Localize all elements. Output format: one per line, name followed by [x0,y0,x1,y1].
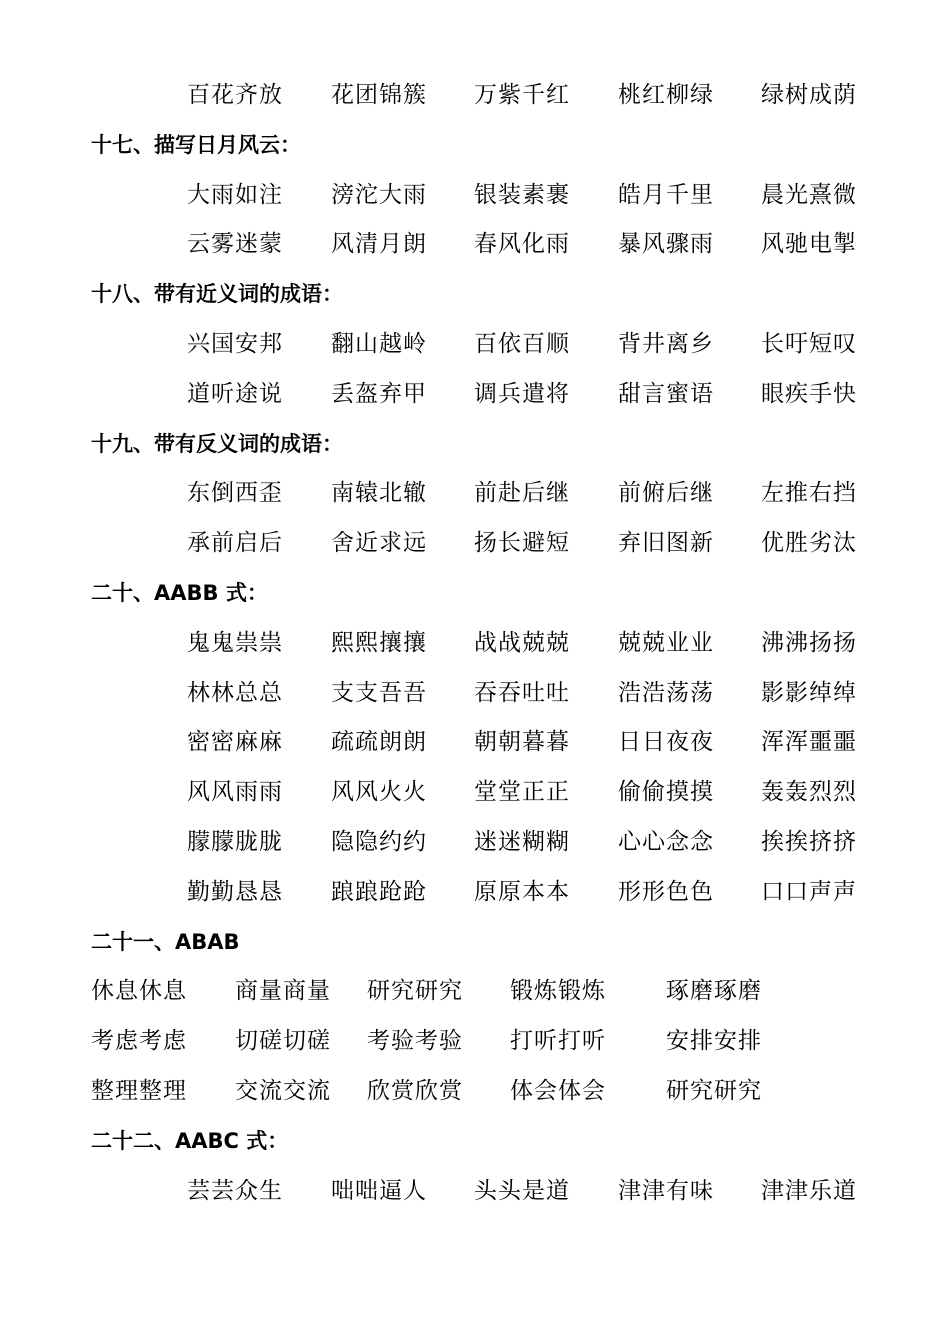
idiom-text: 津津有味 [618,1177,714,1204]
idiom-row [0,727,950,767]
idiom-text: 优胜劣汰 [761,530,857,557]
idiom-text: 津津乐道 [761,1177,857,1204]
idiom-text: 扬长避短 [474,530,570,557]
idiom-text: 体会体会 [510,1078,606,1104]
idiom-text: 锻炼锻炼 [510,978,606,1005]
idiom-text: 兴国安邦 [187,331,283,357]
idiom-text: 迷迷糊糊 [474,829,570,855]
idiom-row [0,379,950,419]
idiom-text: 翻山越岭 [331,331,427,357]
idiom-text: 勤勤恳恳 [187,878,283,905]
idiom-text: 熙熙攘攘 [331,629,427,656]
idiom-text: 朦朦胧胧 [187,829,283,855]
idiom-text: 支支吾吾 [331,679,427,706]
idiom-text: 左推右挡 [761,480,857,507]
idiom-text: 欣赏欣赏 [367,1078,463,1104]
idiom-text: 打听打听 [510,1028,606,1055]
idiom-row [0,827,950,867]
idiom-text: 丢盔弃甲 [331,380,427,407]
idiom-text: 战战兢兢 [474,629,570,656]
idiom-text: 研究研究 [367,978,463,1005]
idiom-text: 商量商量 [235,978,331,1005]
idiom-text: 花团锦簇 [331,82,427,108]
idiom-text: 滂沱大雨 [331,181,427,208]
idiom-text: 桃红柳绿 [618,82,714,108]
idiom-text: 前俯后继 [618,480,714,507]
idiom-text: 林林总总 [187,679,283,706]
idiom-text: 考验考验 [367,1028,463,1055]
idiom-text: 头头是道 [474,1177,570,1204]
idiom-text: 整理整理 [91,1078,187,1104]
section-heading: 二十一、ABAB [91,929,240,954]
idiom-text: 影影绰绰 [761,679,857,706]
idiom-text: 风风火火 [331,779,427,806]
idiom-text: 堂堂正正 [474,779,570,806]
idiom-text: 承前启后 [187,530,283,557]
section-heading: 十九、带有反义词的成语： [91,431,343,456]
idiom-row [0,329,950,369]
idiom-row [0,678,950,718]
idiom-text: 晨光熹微 [761,181,857,208]
idiom-text: 长吁短叹 [761,331,857,357]
idiom-text: 绿树成荫 [761,82,857,108]
section-heading: 十七、描写日月风云： [91,132,301,157]
section-heading: 十八、带有近义词的成语： [91,282,343,307]
idiom-text: 轰轰烈烈 [761,779,857,806]
idiom-text: 浩浩荡荡 [618,679,714,706]
idiom-text: 兢兢业业 [618,629,714,656]
idiom-row [0,777,950,817]
idiom-text: 研究研究 [666,1078,762,1104]
idiom-text: 调兵遣将 [474,380,570,407]
idiom-text: 大雨如注 [187,181,283,208]
idiom-text: 挨挨挤挤 [761,829,857,855]
idiom-text: 日日夜夜 [618,729,714,756]
idiom-text: 百依百顺 [474,331,570,357]
idiom-text: 疏疏朗朗 [331,729,427,756]
idiom-row [0,528,950,568]
idiom-text: 琢磨琢磨 [666,978,762,1005]
idiom-text: 舍近求远 [331,530,427,557]
idiom-text: 云雾迷蒙 [187,231,283,258]
idiom-text: 心心念念 [618,829,714,855]
idiom-text: 吞吞吐吐 [474,679,570,706]
idiom-text: 朝朝暮暮 [474,729,570,756]
idiom-text: 安排安排 [666,1028,762,1055]
idiom-row [0,80,950,120]
idiom-row [0,478,950,518]
idiom-text: 芸芸众生 [187,1177,283,1204]
idiom-text: 踉踉跄跄 [331,878,427,905]
idiom-text: 银装素裹 [474,181,570,208]
idiom-text: 沸沸扬扬 [761,629,857,656]
idiom-text: 考虑考虑 [91,1028,187,1055]
idiom-text: 密密麻麻 [187,729,283,756]
idiom-text: 风清月朗 [331,231,427,258]
idiom-text: 浑浑噩噩 [761,729,857,756]
idiom-text: 甜言蜜语 [618,380,714,407]
idiom-text: 休息休息 [91,978,187,1005]
section-heading: 二十二、AABC 式： [91,1128,289,1153]
idiom-text: 风风雨雨 [187,779,283,806]
idiom-text: 交流交流 [235,1078,331,1104]
section-heading: 二十、AABB 式： [91,581,268,605]
idiom-text: 东倒西歪 [187,480,283,507]
idiom-text: 道听途说 [187,380,283,407]
idiom-text: 百花齐放 [187,82,283,108]
idiom-text: 形形色色 [618,878,714,905]
idiom-row [0,1176,950,1216]
idiom-text: 南辕北辙 [331,480,427,507]
idiom-text: 风驰电掣 [761,231,857,258]
idiom-text: 春风化雨 [474,231,570,258]
idiom-row [0,628,950,668]
idiom-text: 鬼鬼祟祟 [187,629,283,656]
idiom-row [0,877,950,917]
idiom-row [0,180,950,220]
idiom-row [0,976,950,1016]
idiom-text: 暴风骤雨 [618,231,714,258]
idiom-row [0,229,950,269]
idiom-text: 原原本本 [474,878,570,905]
idiom-text: 隐隐约约 [331,829,427,855]
idiom-text: 皓月千里 [618,181,714,208]
idiom-text: 眼疾手快 [761,380,857,407]
idiom-text: 偷偷摸摸 [618,779,714,806]
idiom-text: 背井离乡 [618,331,714,357]
idiom-text: 弃旧图新 [618,530,714,557]
idiom-text: 口口声声 [761,878,857,905]
idiom-text: 咄咄逼人 [331,1177,427,1204]
idiom-text: 切磋切磋 [235,1028,331,1055]
idiom-text: 万紫千红 [474,82,570,108]
idiom-row [0,1076,950,1116]
idiom-row [0,1026,950,1066]
idiom-text: 前赴后继 [474,480,570,507]
